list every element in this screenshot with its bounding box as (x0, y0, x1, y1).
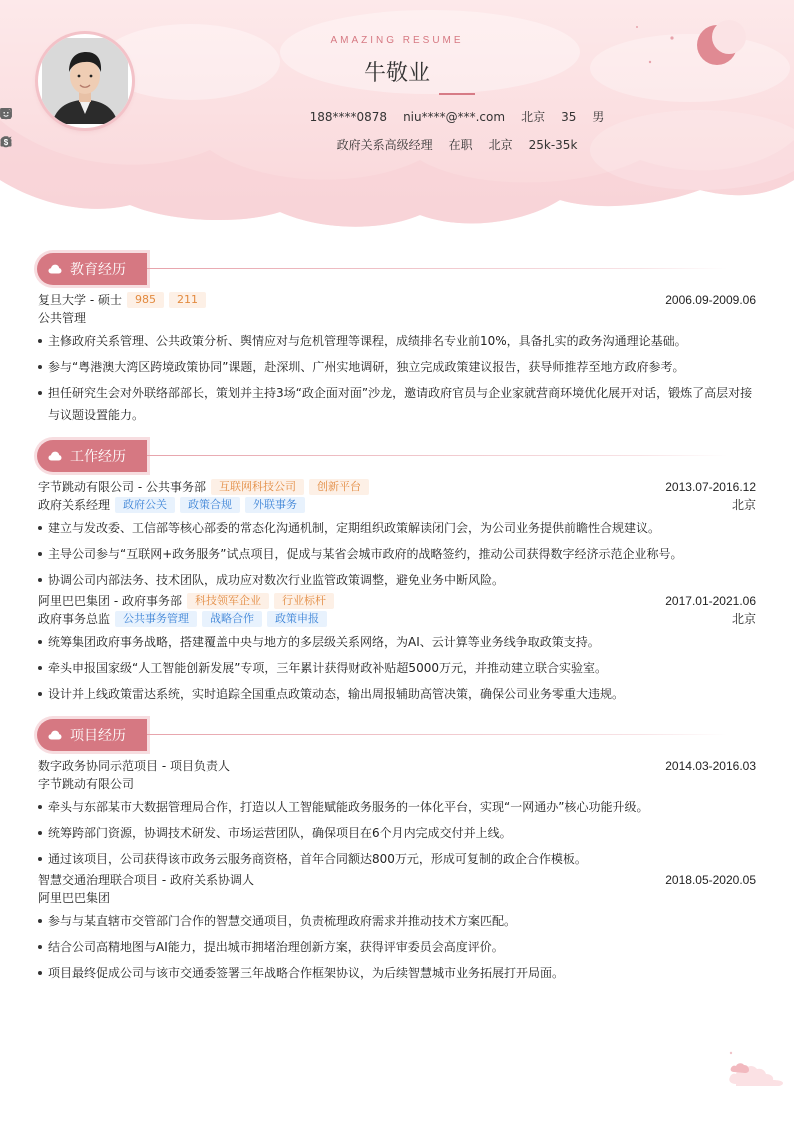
salary-text: 25k-35k (528, 137, 578, 152)
company-tag: 科技领军企业 (187, 593, 269, 609)
role-tag: 公共事务管理 (115, 611, 197, 627)
contact-row (0, 108, 794, 125)
work-item (38, 478, 756, 595)
section-title: 项目经历 (70, 728, 126, 744)
role-tag: 政策合规 (180, 497, 240, 513)
name-underline (439, 93, 475, 95)
bullet-item: 协调公司内部法务、技术团队，成功应对数次行业监管政策调整，避免业务中断风险。 (38, 569, 756, 591)
age-text: 35 (561, 109, 577, 124)
company-tag: 互联网科技公司 (211, 479, 304, 495)
intent-row (0, 136, 794, 153)
status-item (449, 136, 473, 153)
project-row (38, 757, 756, 775)
company-tag: 行业标杆 (274, 593, 334, 609)
project-date: 2014.03-2016.03 (665, 759, 756, 773)
bullet-item: 统筹集团政府事务战略，搭建覆盖中央与地方的多层级关系网络，为AI、云计算等业务线争取政策支持。 (38, 631, 756, 653)
bullet-item: 建立与发改委、工信部等核心部委的常态化沟通机制，定期组织政策解读闭门会，为公司业务提供前瞻性合规建议。 (38, 517, 756, 539)
section-pill (37, 253, 147, 285)
company-row (38, 478, 756, 496)
project-org: 阿里巴巴集团 (38, 891, 111, 905)
project-bullets (38, 796, 756, 870)
gender-item (592, 108, 604, 125)
bullet-item: 牵头申报国家级“人工智能创新发展”专项，三年累计获得财政补贴超5000万元，并推动建立联合实验室。 (38, 657, 756, 679)
bullet-item: 统筹跨部门资源，协调技术研发、市场运营团队，确保项目在6个月内完成交付并上线。 (38, 822, 756, 844)
work-date: 2013.07-2016.12 (665, 480, 756, 494)
smile-icon (0, 108, 12, 120)
school-tag: 985 (127, 292, 164, 308)
major-name: 公共管理 (38, 311, 87, 325)
bullet-item: 主修政府关系管理、公共政策分析、舆情应对与危机管理等课程，成绩排名专业前10%，具备扎实的政务沟通理论基础。 (38, 330, 756, 352)
work-section-header (37, 440, 757, 472)
project-org: 字节跳动有限公司 (38, 777, 135, 791)
brand-text: AMAZING RESUME (330, 35, 464, 46)
company-name: 阿里巴巴集团 - 政府事务部 (38, 594, 182, 608)
school-tag: 211 (169, 292, 206, 308)
target-city-item (489, 136, 513, 153)
bullet-item: 参与“粤港澳大湾区跨境政策协同”课题，赴深圳、广州实地调研，独立完成政策建议报告，获导师推荐至地方政府参考。 (38, 356, 756, 378)
email-text: niu****@***.com (403, 109, 506, 124)
target-city-text: 北京 (488, 138, 513, 152)
bullet-item: 项目最终促成公司与该市交通委签署三年战略合作框架协议，为后续智慧城市业务拓展打开局面。 (38, 962, 756, 984)
section-rule (147, 268, 727, 269)
role-tag: 战略合作 (202, 611, 262, 627)
work-bullets (38, 631, 756, 705)
education-bullets (38, 330, 756, 426)
section-title: 工作经历 (70, 449, 126, 465)
target-position-text: 政府关系高级经理 (336, 138, 433, 152)
bullet-item: 结合公司高精地图与AI能力，提出城市拥堵治理创新方案，获得评审委员会高度评价。 (38, 936, 756, 958)
major-row (38, 309, 756, 327)
section-rule (147, 455, 727, 456)
role-name: 政府关系经理 (38, 498, 111, 512)
project-org-row (38, 889, 756, 907)
bullet-item: 参与与某直辖市交管部门合作的智慧交通项目，负责梳理政府需求并推动技术方案匹配。 (38, 910, 756, 932)
project-name: 智慧交通治理联合项目 - 政府关系协调人 (38, 873, 254, 887)
role-row (38, 496, 756, 514)
resume-header (0, 0, 794, 230)
project-section-header (37, 719, 757, 751)
candidate-name: 牛敬业 (363, 61, 430, 86)
education-row (38, 291, 756, 309)
school-name: 复旦大学 - 硕士 (38, 293, 122, 307)
work-city: 北京 (731, 498, 756, 512)
location-item (521, 108, 545, 125)
work-bullets (38, 517, 756, 591)
project-item (38, 757, 756, 874)
dollar-icon (0, 136, 12, 148)
bullet-item: 设计并上线政策雷达系统，实时追踪全国重点政策动态，输出周报辅助高管决策，确保公司业务零重大违规。 (38, 683, 756, 705)
company-row (38, 592, 756, 610)
cloud-icon (48, 451, 62, 461)
company-name: 字节跳动有限公司 - 公共事务部 (38, 480, 206, 494)
project-item (38, 871, 756, 988)
project-date: 2018.05-2020.05 (665, 873, 756, 887)
work-item (38, 592, 756, 709)
bullet-item: 担任研究生会对外联络部部长，策划并主持3场“政企面对面”沙龙，邀请政府官员与企业家就营商环境优化展开对话，锻炼了高层对接与议题设置能力。 (38, 382, 756, 426)
section-rule (147, 734, 727, 735)
cloud-icon (48, 264, 62, 274)
work-city: 北京 (731, 612, 756, 626)
location-text: 北京 (521, 110, 546, 124)
svg-text:$: $ (3, 137, 9, 147)
project-row (38, 871, 756, 889)
section-pill (37, 719, 147, 751)
section-pill (37, 440, 147, 472)
project-bullets (38, 910, 756, 984)
email-item (403, 110, 505, 124)
role-tag: 政策申报 (267, 611, 327, 627)
phone-text: 188****0878 (309, 109, 388, 124)
phone-item (310, 110, 387, 124)
project-org-row (38, 775, 756, 793)
education-item (38, 291, 756, 430)
age-item (561, 110, 576, 124)
role-tag: 政府公关 (115, 497, 175, 513)
bullet-item: 通过该项目，公司获得该市政务云服务商资格，首年合同额达800万元，形成可复制的政企合作模板。 (38, 848, 756, 870)
work-date: 2017.01-2021.06 (665, 594, 756, 608)
gender-text: 男 (592, 110, 605, 124)
cloud-icon (48, 730, 62, 740)
status-text: 在职 (448, 138, 473, 152)
bullet-item: 牵头与东部某市大数据管理局合作，打造以人工智能赋能政务服务的一体化平台，实现“一网通办”核心功能升级。 (38, 796, 756, 818)
role-tag: 外联事务 (245, 497, 305, 513)
education-section-header (37, 253, 757, 285)
education-date: 2006.09-2009.06 (665, 293, 756, 307)
target-position-item (337, 136, 433, 153)
role-name: 政府事务总监 (38, 612, 111, 626)
role-row (38, 610, 756, 628)
footer-cloud-decoration (722, 1046, 786, 1088)
bullet-item: 主导公司参与“互联网+政务服务”试点项目，促成与某省会城市政府的战略签约，推动公司获得数字经济示范企业称号。 (38, 543, 756, 565)
project-name: 数字政务协同示范项目 - 项目负责人 (38, 759, 230, 773)
section-title: 教育经历 (70, 262, 126, 278)
company-tag: 创新平台 (309, 479, 369, 495)
